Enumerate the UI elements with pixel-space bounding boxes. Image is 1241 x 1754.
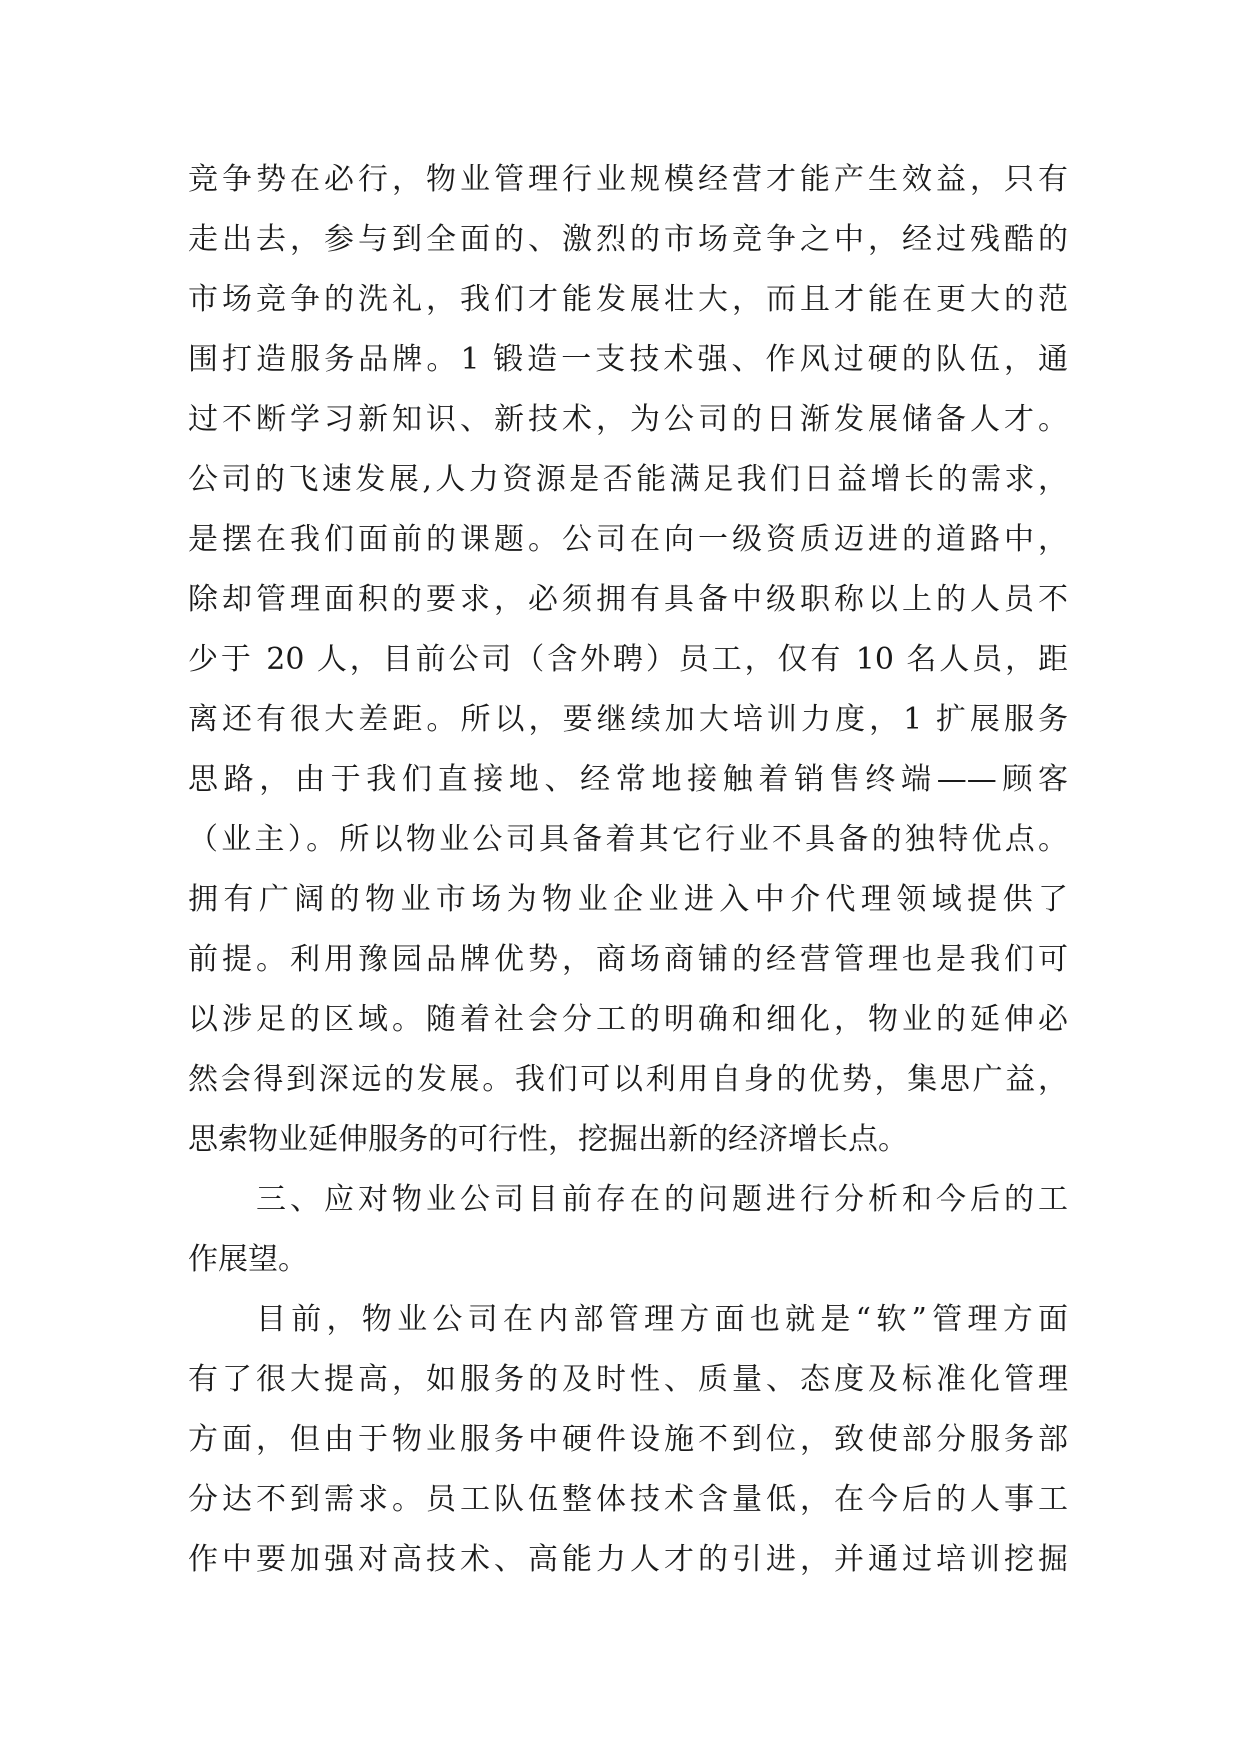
text-line: 竞争势在必行，物业管理行业规模经营才能产生效益，只有 bbox=[188, 162, 1068, 197]
text-line: 目前，物业公司在内部管理方面也就是“软”管理方面 bbox=[256, 1302, 1068, 1337]
text-line: 过不断学习新知识、新技术，为公司的日渐发展储备人才。 bbox=[188, 402, 1068, 437]
text-line: （业主）。所以物业公司具备着其它行业不具备的独特优点。 bbox=[188, 822, 1068, 857]
text-line: 分达不到需求。员工队伍整体技术含量低，在今后的人事工 bbox=[188, 1482, 1068, 1517]
text-line: 离还有很大差距。所以，要继续加大培训力度，1 扩展服务 bbox=[188, 702, 1068, 737]
text-line: 是摆在我们面前的课题。公司在向一级资质迈进的道路中， bbox=[188, 522, 1068, 557]
text-line: 以涉足的区域。随着社会分工的明确和细化，物业的延伸必 bbox=[188, 1002, 1068, 1037]
text-line: 然会得到深远的发展。我们可以利用自身的优势，集思广益， bbox=[188, 1062, 1068, 1097]
text-line: 除却管理面积的要求，必须拥有具备中级职称以上的人员不 bbox=[188, 582, 1068, 617]
text-line: 走出去，参与到全面的、激烈的市场竞争之中，经过残酷的 bbox=[188, 222, 1068, 257]
section-heading-line: 三、应对物业公司目前存在的问题进行分析和今后的工 bbox=[256, 1182, 1068, 1217]
text-line: 公司的飞速发展,人力资源是否能满足我们日益增长的需求， bbox=[188, 462, 1068, 497]
text-line: 方面，但由于物业服务中硬件设施不到位，致使部分服务部 bbox=[188, 1422, 1068, 1457]
text-line: 围打造服务品牌。1 锻造一支技术强、作风过硬的队伍，通 bbox=[188, 342, 1068, 377]
text-line: 前提。利用豫园品牌优势，商场商铺的经营管理也是我们可 bbox=[188, 942, 1068, 977]
section-heading-line: 作展望。 bbox=[188, 1242, 308, 1277]
text-line: 思路，由于我们直接地、经常地接触着销售终端——顾客 bbox=[188, 762, 1068, 797]
text-line: 市场竞争的洗礼，我们才能发展壮大，而且才能在更大的范 bbox=[188, 282, 1068, 317]
body-text bbox=[188, 160, 1068, 1600]
text-line: 少于 20 人，目前公司（含外聘）员工，仅有 10 名人员，距 bbox=[188, 642, 1068, 677]
text-line: 拥有广阔的物业市场为物业企业进入中介代理领域提供了 bbox=[188, 882, 1068, 917]
text-line: 有了很大提高，如服务的及时性、质量、态度及标准化管理 bbox=[188, 1362, 1068, 1397]
text-line: 作中要加强对高技术、高能力人才的引进，并通过培训挖掘 bbox=[188, 1542, 1068, 1577]
text-line: 思索物业延伸服务的可行性，挖掘出新的经济增长点。 bbox=[188, 1122, 908, 1157]
